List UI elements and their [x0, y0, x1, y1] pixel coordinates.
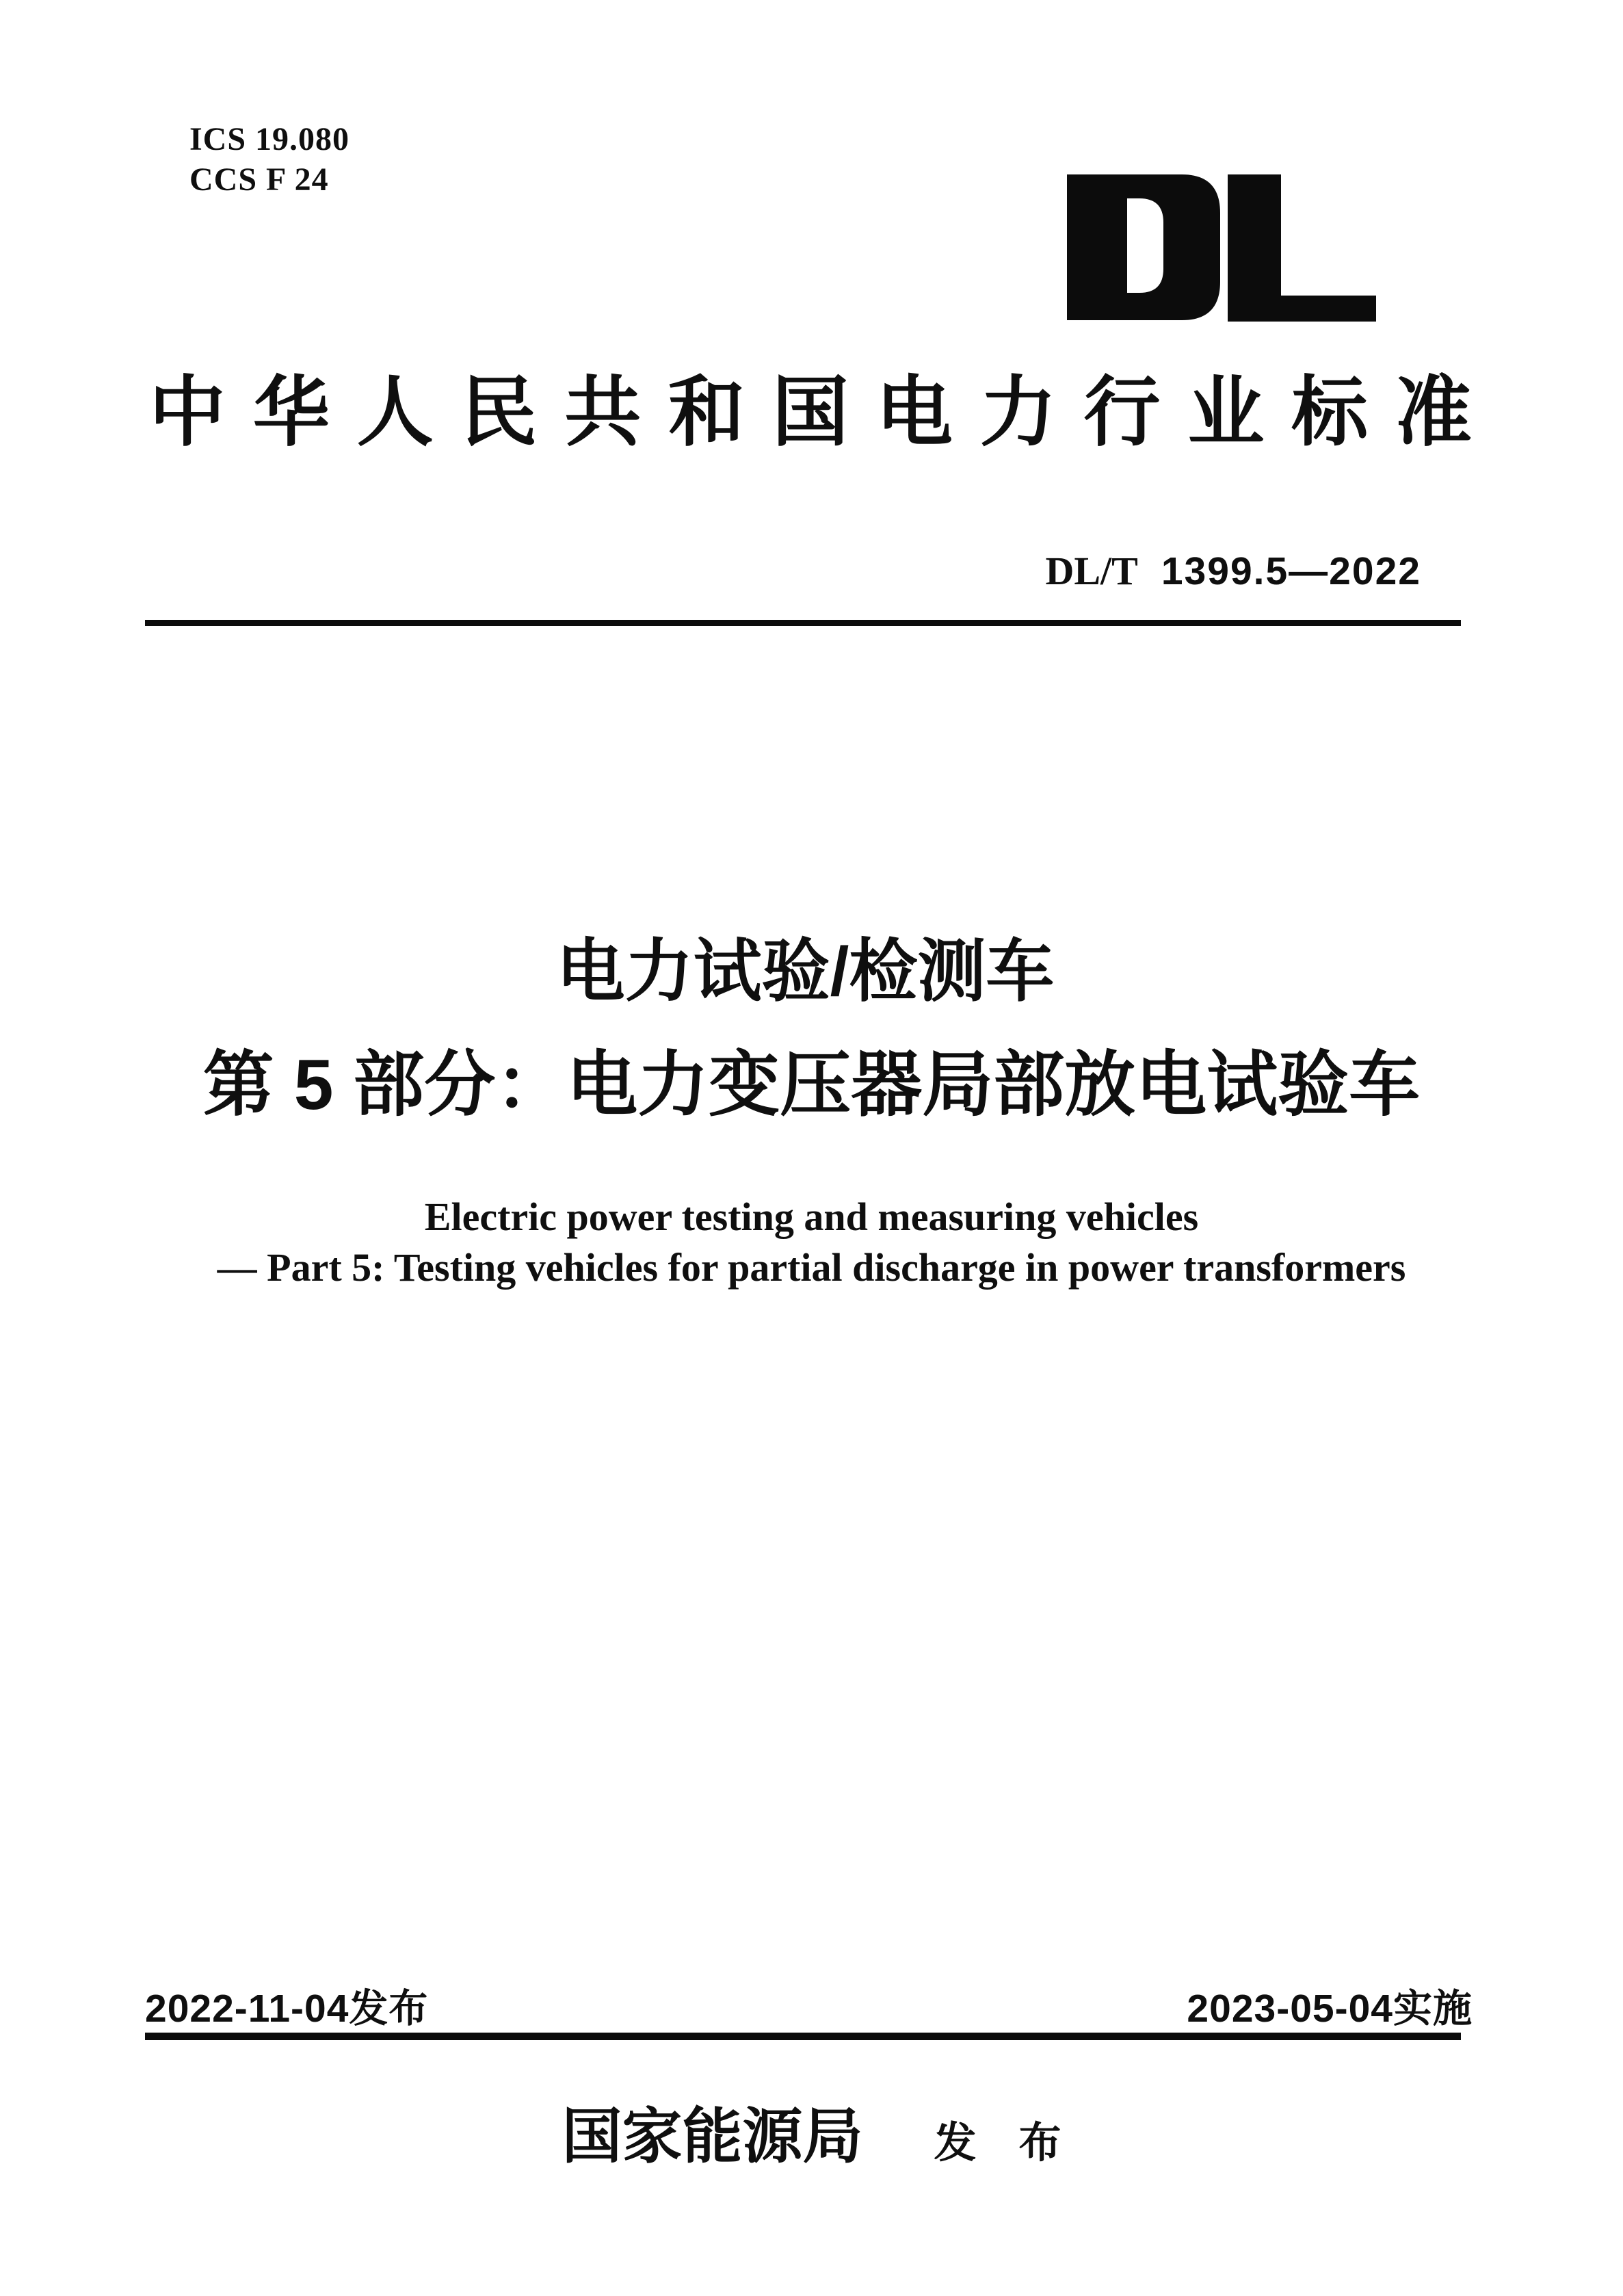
title-english [0, 1192, 1623, 1293]
issue-date: 2022-11-04发布 [145, 1987, 429, 2031]
publish-label: 发布 [934, 2120, 1104, 2167]
publisher-name: 国家能源局 [562, 2104, 863, 2171]
title-english-line-2: — Part 5: Testing vehicles for partial discharge in power transformers [217, 1245, 1406, 1290]
title-chinese-line-2: 第 5 部分：电力变压器局部放电试验车 [202, 1045, 1421, 1125]
standard-number [1045, 551, 1421, 591]
title-english-line-1: Electric power testing and measuring vehicles [424, 1195, 1199, 1239]
footer-rule [145, 2033, 1461, 2040]
publisher-row [0, 2104, 1623, 2172]
dl-logo [1067, 173, 1376, 322]
standard-category-title: 中华人民共和国电力行业标准 [149, 371, 1472, 456]
implementation-date: 2023-05-04实施 [1187, 1987, 1473, 2031]
standard-number-code: 1399.5—2022 [1161, 549, 1421, 593]
standard-number-prefix: DL/T [1045, 549, 1138, 593]
ccs-code: CCS F 24 [189, 161, 329, 198]
title-chinese-line-1: 电力试验/检测车 [556, 933, 1055, 1010]
header-rule [145, 620, 1461, 626]
ics-code: ICS 19.080 [189, 121, 350, 157]
